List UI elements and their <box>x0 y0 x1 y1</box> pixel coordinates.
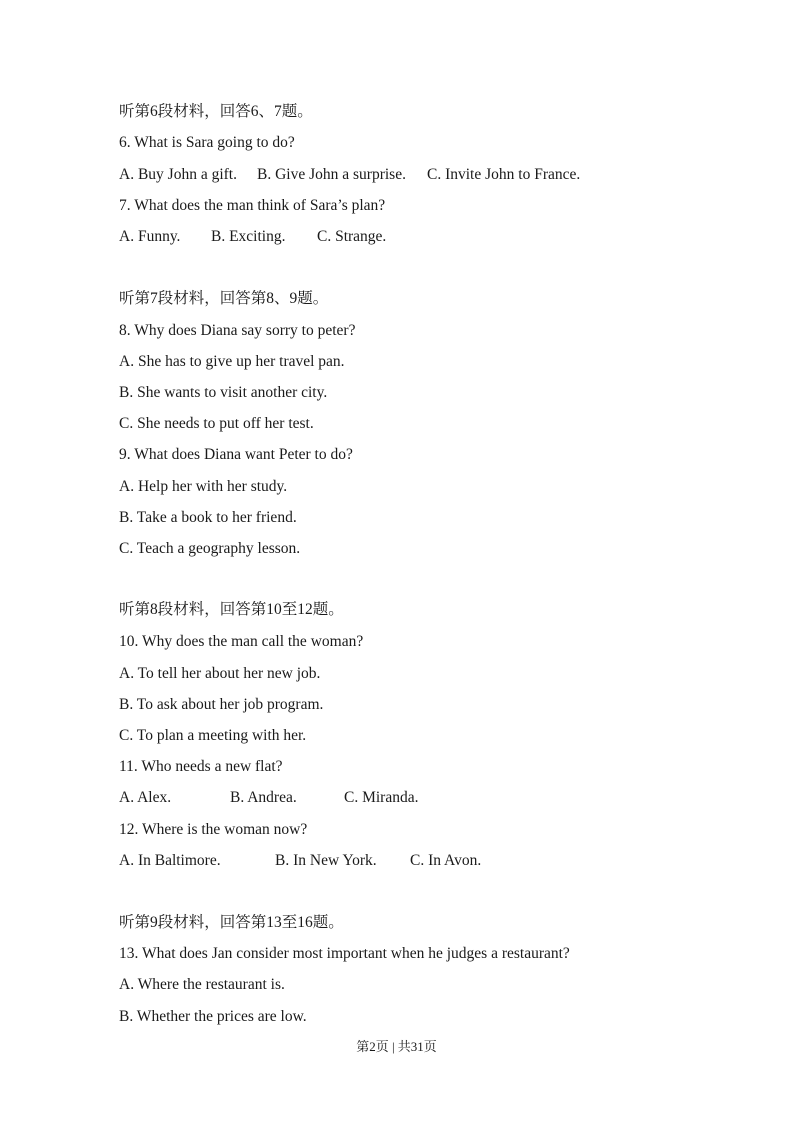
question-10-stem: 10. Why does the man call the woman? <box>119 633 364 650</box>
question-7-option-b: B. Exciting. <box>211 228 286 245</box>
question-10-option-b: B. To ask about her job program. <box>119 696 324 713</box>
question-9-stem: 9. What does Diana want Peter to do? <box>119 446 353 463</box>
question-12-option-a: A. In Baltimore. <box>119 852 221 869</box>
question-11-option-a: A. Alex. <box>119 789 172 806</box>
question-12-option-b: B. In New York. <box>275 852 377 869</box>
question-12-option-c: C. In Avon. <box>410 852 482 869</box>
question-12-options <box>119 851 481 871</box>
section-heading-9: 听第9段材料，回答第13至16题。 <box>119 914 344 931</box>
question-6-option-a: A. Buy John a gift. <box>119 166 237 183</box>
question-9-option-c: C. Teach a geography lesson. <box>119 540 301 557</box>
page-footer: 第2页 | 共31页 <box>356 1039 437 1054</box>
question-8-option-a: A. She has to give up her travel pan. <box>119 353 345 370</box>
question-7-options <box>119 227 386 247</box>
question-11-option-b: B. Andrea. <box>230 789 297 806</box>
question-6-stem: 6. What is Sara going to do? <box>119 134 295 151</box>
question-8-option-b: B. She wants to visit another city. <box>119 384 328 401</box>
question-10-option-c: C. To plan a meeting with her. <box>119 727 307 744</box>
question-9-option-b: B. Take a book to her friend. <box>119 509 297 526</box>
section-heading-7: 听第7段材料，回答第8、9题。 <box>119 290 329 307</box>
question-10-option-a: A. To tell her about her new job. <box>119 665 321 682</box>
question-6-options <box>119 165 580 185</box>
question-13-option-a: A. Where the restaurant is. <box>119 976 285 993</box>
question-12-stem: 12. Where is the woman now? <box>119 821 308 838</box>
question-13-option-b: B. Whether the prices are low. <box>119 1008 307 1025</box>
question-7-option-a: A. Funny. <box>119 228 181 245</box>
question-7-stem: 7. What does the man think of Sara’s plan? <box>119 197 386 214</box>
section-heading-6: 听第6段材料，回答6、7题。 <box>119 103 313 120</box>
question-9-option-a: A. Help her with her study. <box>119 478 288 495</box>
section-heading-8: 听第8段材料，回答第10至12题。 <box>119 601 344 618</box>
question-13-stem: 13. What does Jan consider most important when he judges a restaurant? <box>119 945 570 962</box>
question-11-option-c: C. Miranda. <box>344 789 419 806</box>
question-11-stem: 11. Who needs a new flat? <box>119 758 283 775</box>
question-8-stem: 8. Why does Diana say sorry to peter? <box>119 322 356 339</box>
question-7-option-c: C. Strange. <box>317 228 387 245</box>
question-11-options <box>119 788 418 808</box>
question-6-option-b: B. Give John a surprise. <box>257 166 406 183</box>
question-8-option-c: C. She needs to put off her test. <box>119 415 314 432</box>
question-6-option-c: C. Invite John to France. <box>427 166 581 183</box>
